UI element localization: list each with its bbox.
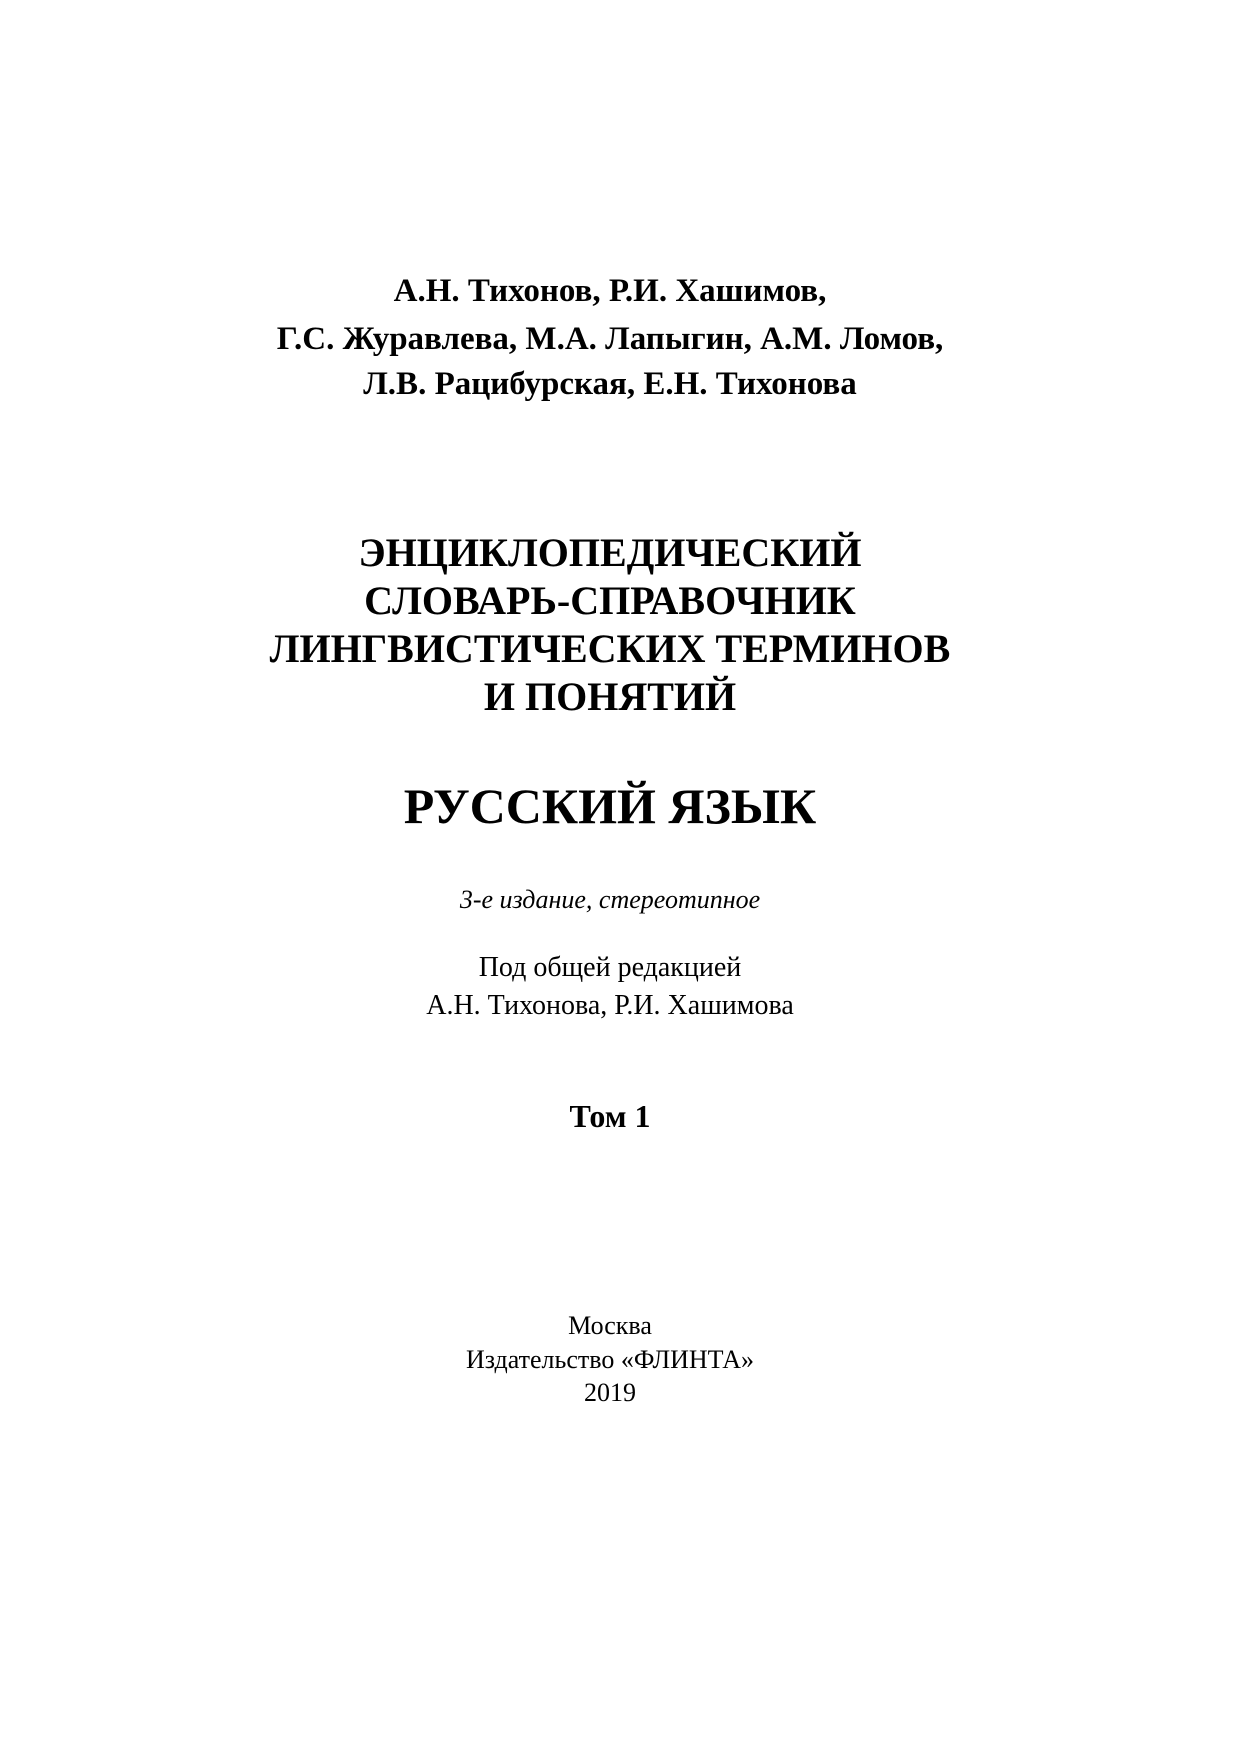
editorship-line: Под общей редакцией	[478, 952, 742, 983]
imprint-city: Москва	[568, 1311, 652, 1340]
title-line: СЛОВАРЬ-СПРАВОЧНИК	[364, 578, 856, 623]
imprint-publisher: Издательство «ФЛИНТА»	[465, 1345, 755, 1374]
author-line: А.Н. Тихонов, Р.И. Хашимов,	[393, 273, 827, 309]
edition-note: 3-е издание, стереотипное	[459, 885, 761, 914]
imprint-year: 2019	[584, 1378, 636, 1407]
editorship-line: А.Н. Тихонова, Р.И. Хашимова	[426, 990, 794, 1021]
title-line: ЛИНГВИСТИЧЕСКИХ ТЕРМИНОВ	[269, 626, 951, 671]
author-line: Л.В. Рацибурская, Е.Н. Тихонова	[363, 366, 857, 402]
title-line: И ПОНЯТИЙ	[483, 674, 737, 719]
author-line: Г.С. Журавлева, М.А. Лапыгин, А.М. Ломов,	[276, 321, 944, 357]
volume-label: Том 1	[569, 1098, 651, 1134]
book-subtitle: РУССКИЙ ЯЗЫК	[403, 778, 817, 834]
title-line: ЭНЦИКЛОПЕДИЧЕСКИЙ	[358, 530, 862, 575]
